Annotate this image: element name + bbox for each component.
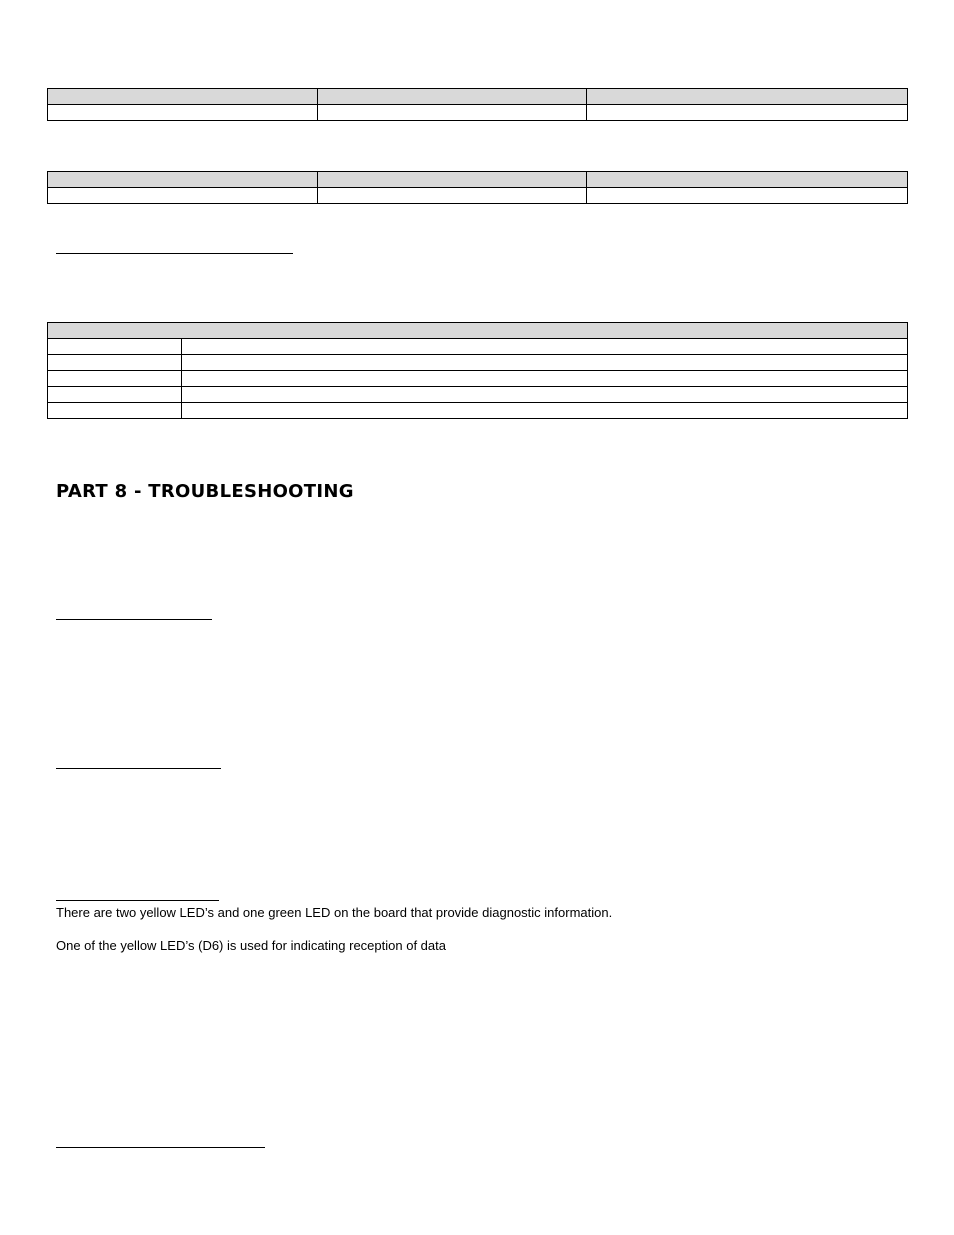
table-row [48, 355, 908, 371]
table-cell [182, 403, 908, 419]
table-header-cell [587, 89, 908, 105]
table-cell [48, 339, 182, 355]
paragraph: One of the yellow LED’s (D6) is used for indicating reception of data [56, 938, 446, 953]
table-cell [48, 355, 182, 371]
table-cell [318, 105, 587, 121]
table-cell [48, 403, 182, 419]
table-row [48, 403, 908, 419]
table-cell [182, 371, 908, 387]
page-heading: PART 8 - TROUBLESHOOTING [56, 481, 354, 502]
section-underline [56, 253, 293, 254]
table-header-cell [48, 323, 908, 339]
table-cell [318, 188, 587, 204]
table-3 [47, 322, 908, 419]
section-underline [56, 619, 212, 620]
table-row [48, 339, 908, 355]
table-cell [182, 339, 908, 355]
paragraph: There are two yellow LED’s and one green LED on the board that provide diagnostic information. [56, 905, 613, 920]
table-header-cell [318, 89, 587, 105]
table-cell [48, 188, 318, 204]
table-cell [48, 105, 318, 121]
table-row [48, 188, 908, 204]
table-header-row [48, 172, 908, 188]
table-row [48, 105, 908, 121]
table-row [48, 371, 908, 387]
section-underline [56, 768, 221, 769]
table-cell [48, 371, 182, 387]
table-2 [47, 171, 908, 204]
section-underline [56, 1147, 265, 1148]
table-header-row [48, 323, 908, 339]
table-header-cell [587, 172, 908, 188]
table-header-row [48, 89, 908, 105]
table-cell [587, 188, 908, 204]
table-header-cell [48, 89, 318, 105]
table-cell [587, 105, 908, 121]
table-cell [182, 387, 908, 403]
table-1 [47, 88, 908, 121]
section-underline [56, 900, 219, 901]
table-header-cell [48, 172, 318, 188]
table-header-cell [318, 172, 587, 188]
table-cell [182, 355, 908, 371]
table-cell [48, 387, 182, 403]
table-row [48, 387, 908, 403]
